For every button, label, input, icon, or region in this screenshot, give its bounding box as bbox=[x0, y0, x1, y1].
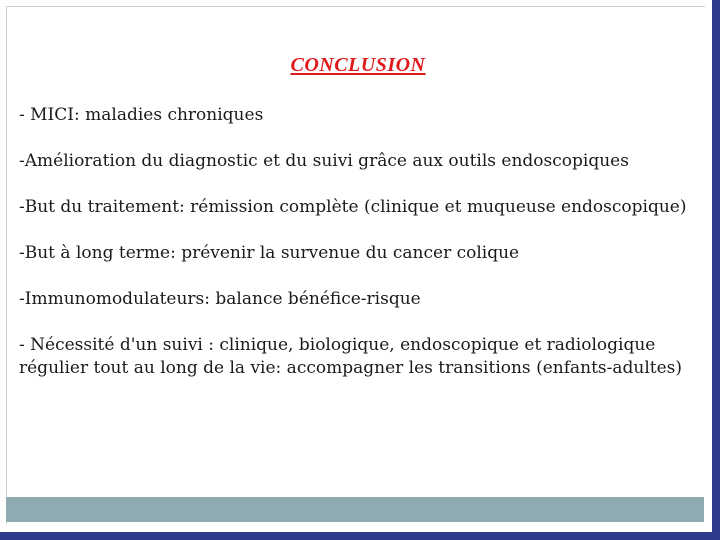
slide-body bbox=[19, 104, 689, 403]
bullet-item: -But du traitement: rémission complète (clinique et muqueuse endoscopique) bbox=[19, 197, 687, 217]
right-border bbox=[712, 0, 720, 540]
bottom-border bbox=[0, 532, 720, 540]
bullet-item: - MICI: maladies chroniques bbox=[19, 105, 264, 125]
slide-title: CONCLUSION bbox=[290, 54, 426, 76]
bullet-item: -Immunomodulateurs: balance bénéfice-risque bbox=[19, 289, 421, 309]
bullet-item: - Nécessité d'un suivi : clinique, biologique, endoscopique et radiologique régulier tout au long de la vie: accompagner les transitions (enfants-adultes) bbox=[19, 335, 683, 378]
slide-footer-band bbox=[6, 497, 704, 522]
bullet-item: -Amélioration du diagnostic et du suivi grâce aux outils endoscopiques bbox=[19, 151, 629, 171]
bullet-item: -But à long terme: prévenir la survenue du cancer colique bbox=[19, 243, 520, 263]
